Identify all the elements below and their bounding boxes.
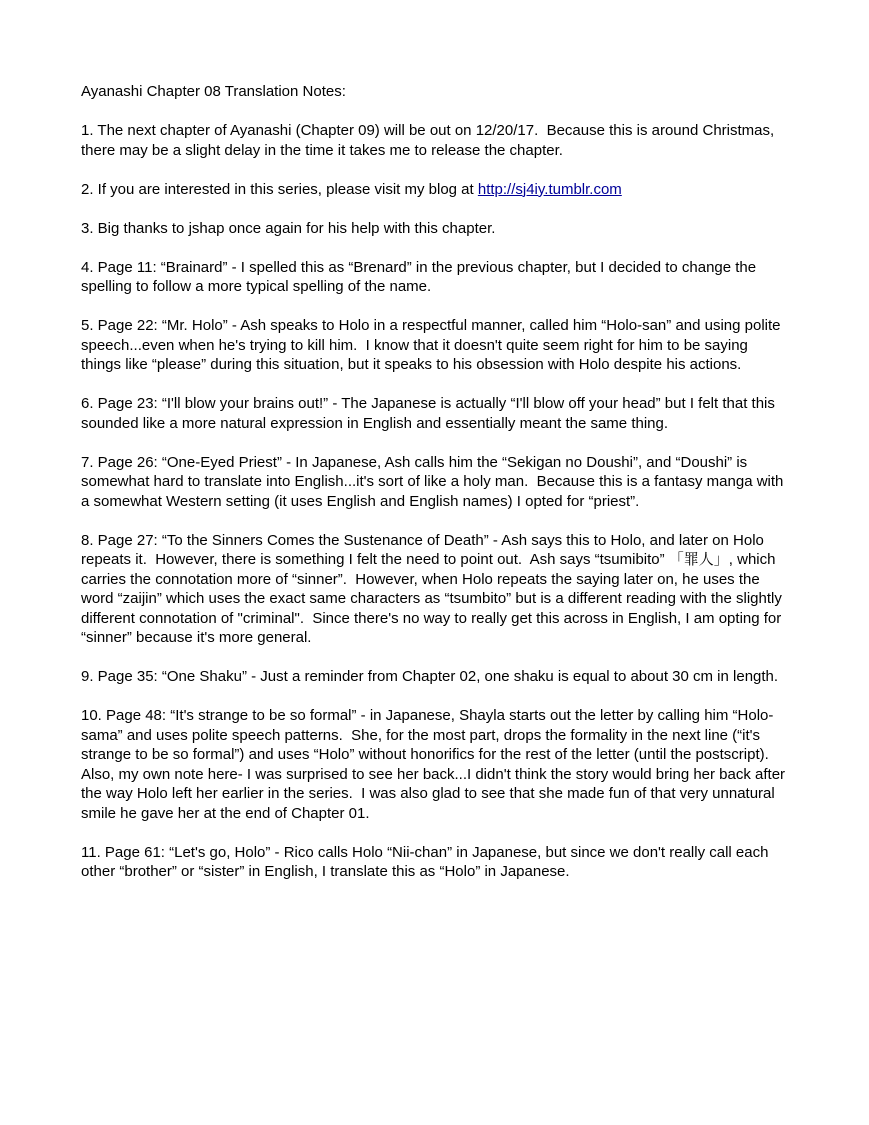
- note-6: 6. Page 23: “I'll blow your brains out!” - The Japanese is actually “I'll blow off your head” but I felt that this sounded like a more natural expression in English and essentially meant the same thing.: [81, 395, 780, 432]
- note-11: 11. Page 61: “Let's go, Holo” - Rico calls Holo “Nii-chan” in Japanese, but since we don't really call each other “brother” or “sister” in English, I translate this as “Holo” in Japanese.: [81, 843, 773, 880]
- note-2-text: 2. If you are interested in this series, please visit my blog at: [81, 180, 478, 198]
- blog-link[interactable]: http://sj4iy.tumblr.com: [477, 180, 622, 198]
- note-1: 1. The next chapter of Ayanashi (Chapter 09) will be out on 12/20/17. Because this is around Christmas, there may be a slight delay in the time it takes me to release the chapter.: [81, 122, 779, 159]
- note-3: 3. Big thanks to jshap once again for his help with this chapter.: [81, 219, 496, 237]
- note-2: [81, 180, 788, 200]
- note-7: 7. Page 26: “One-Eyed Priest” - In Japanese, Ash calls him the “Sekigan no Doushi”, and “Doushi” is somewhat hard to translate into English...it's sort of like a holy man. Because this is a fantasy manga with a somewhat Western setting (it uses English and English names) I opted for “priest”.: [81, 453, 788, 510]
- document-title: Ayanashi Chapter 08 Translation Notes:: [81, 83, 346, 100]
- note-9: 9. Page 35: “One Shaku” - Just a reminder from Chapter 02, one shaku is equal to about 30 cm in length.: [81, 668, 779, 685]
- note-10: 10. Page 48: “It's strange to be so formal” - in Japanese, Shayla starts out the letter by calling him “Holo-sama” and uses polite speech patterns. She, for the most part, drops the formality in the next line (“it's strange to be so formal”) and uses “Holo” without honorifics for the rest of the letter (until the postscript). Also, my own note here- I was surprised to see her back...I didn't think the story would bring her back after the way Holo left her earlier in the series. I was also glad to see that she made fun of that very unnatural smile he gave her at the end of Chapter 01.: [81, 707, 790, 822]
- note-4: 4. Page 11: “Brainard” - I spelled this as “Brenard” in the previous chapter, but I decided to change the spelling to follow a more typical spelling of the name.: [81, 258, 761, 295]
- note-8: 8. Page 27: “To the Sinners Comes the Sustenance of Death” - Ash says this to Holo, and later on Holo repeats it. However, there is something I felt the need to point out. Ash says “tsumibito” 「罪人」, which carries the connotation more of “sinner”. However, when Holo repeats the saying later on, he uses the word “zaijin” which uses the exact same characters as “tsumbito” but is a different reading with the slightly different connotation of "criminal". Since there's no way to really get this across in English, I am opting for “sinner” because it's more general.: [81, 531, 787, 646]
- note-5: 5. Page 22: “Mr. Holo” - Ash speaks to Holo in a respectful manner, called him “Holo-san” and using polite speech...even when he's trying to kill him. I know that it doesn't quite seem right for him to be saying things like “please” during this situation, but it speaks to his obsession with Holo despite his actions.: [81, 317, 785, 373]
